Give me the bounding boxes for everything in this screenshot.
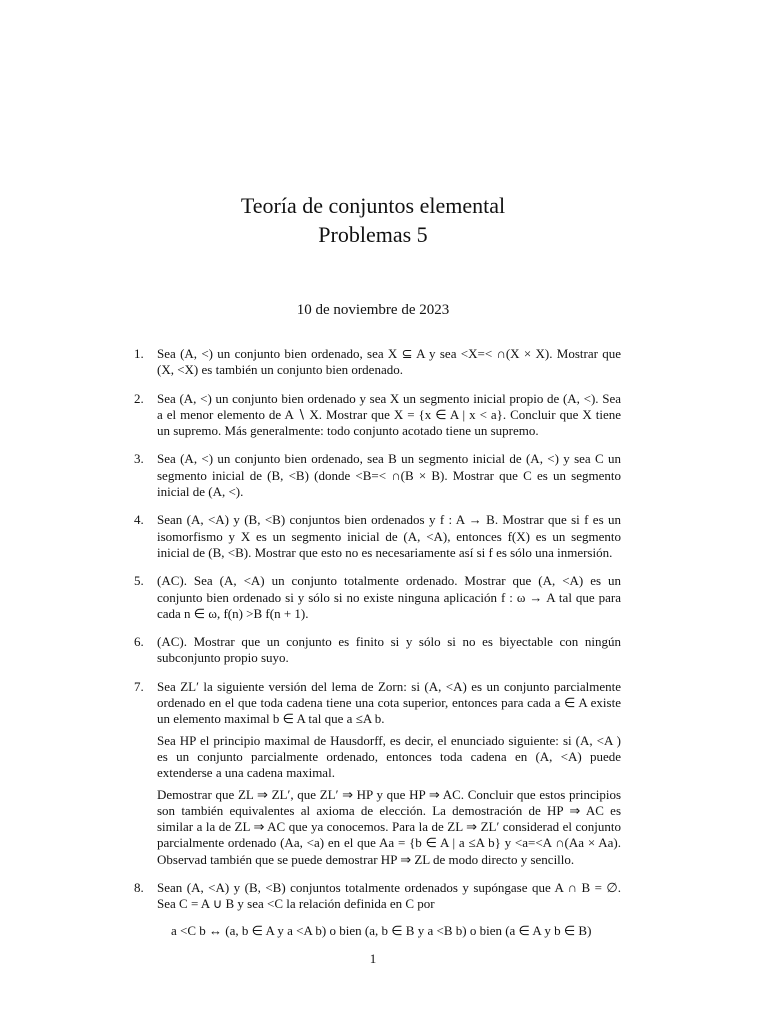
problem-7 [134,678,621,868]
problem-4 [134,512,621,561]
problem-3 [134,451,621,500]
problem-number: 2. [134,390,144,406]
document-title [0,191,746,249]
problem-text: Sean (A, <A) y (B, <B) conjuntos totalmente ordenados y supóngase que A ∩ B = ∅. Sea C = A ∪ B y sea <C la relación definida en C por [157,880,621,912]
problem-text: (AC). Sea (A, <A) un conjunto totalmente ordenado. Mostrar que (A, <A) es un conjunto bien ordenado si y sólo si no existe ninguna aplicación f : ω → A tal que para cada n ∈ ω, f(n) >B f(n + 1). [157,573,621,621]
problem-text-paragraph-2: Sea HP el principio maximal de Hausdorff, es decir, el enunciado siguiente: si (A, <A ) es un conjunto parcialmente ordenado, entonces toda cadena en (A, <A) puede extenderse a una cadena maximal. [157,732,621,781]
problem-2 [134,390,621,440]
problem-text: Sea (A, <) un conjunto bien ordenado y sea X un segmento inicial propio de (A, <). Sea a el menor elemento de A ∖ X. Mostrar que X = {x ∈ A | x < a}. Concluir que X tiene un supremo. Más generalmente: todo conjunto acotado tiene un supremo. [157,390,621,439]
problem-number: 7. [134,678,144,694]
problem-8 [134,880,621,939]
document-date: 10 de noviembre de 2023 [296,302,450,318]
problem-number: 6. [134,634,144,650]
title-line-1: Teoría de conjuntos elemental [240,193,506,218]
problem-list [134,346,621,939]
problem-formula: a <C b ↔ (a, b ∈ A y a <A b) o bien (a, b ∈ B y a <B b) o bien (a ∈ A y b ∈ B) [171,922,592,938]
problem-6 [134,634,621,667]
problem-5 [134,573,621,622]
problem-1 [134,346,621,379]
page-number: 1 [369,951,377,966]
problem-number: 4. [134,512,144,528]
problem-text: Sea (A, <) un conjunto bien ordenado, sea X ⊆ A y sea <X=< ∩(X × X). Mostrar que (X, <X) es también un conjunto bien ordenado. [157,346,621,378]
problem-text-paragraph-3: Demostrar que ZL ⇒ ZL′, que ZL′ ⇒ HP y que HP ⇒ AC. Concluir que estos principios son también equivalentes al axioma de elección. La demostración de HP ⇒ AC es similar a la de ZL ⇒ AC que ya conocemos. Para la de ZL ⇒ ZL′ considerad el conjunto parcialmente ordenado (Aa, <a) en el que Aa = {b ∈ A | a ≤A b} y <a=<A ∩(Aa × Aa). Observad también que se puede demostrar HP ⇒ ZL de modo directo y sencillo. [157,786,621,867]
problem-number: 5. [134,573,144,589]
problem-text: Sea (A, <) un conjunto bien ordenado, sea B un segmento inicial de (A, <) y sea C un segmento inicial de (B, <B) (donde <B=< ∩(B × B). Mostrar que C es un segmento inicial de (A, <). [157,451,621,500]
title-line-2: Problemas 5 [318,222,428,247]
problem-number: 1. [134,346,144,361]
problem-number: 8. [134,880,144,896]
problem-text: Sea ZL′ la siguiente versión del lema de Zorn: si (A, <A) es un conjunto parcialmente ordenado en el que toda cadena tiene una cota superior, entonces para cada a ∈ A existe un elemento maximal b ∈ A tal que a ≤A b. [157,678,621,727]
problem-number: 3. [134,451,144,467]
problem-text: Sean (A, <A) y (B, <B) conjuntos bien ordenados y f : A → B. Mostrar que si f es un isomorfismo y X es un segmento inicial de (A, <A), entonces f(X) es un segmento inicial de (B, <B). Mostrar que esto no es necesariamente así si f es sólo una inmersión. [157,512,621,560]
problem-text: (AC). Mostrar que un conjunto es finito si y sólo si no es biyectable con ningún subconjunto propio suyo. [157,634,621,666]
